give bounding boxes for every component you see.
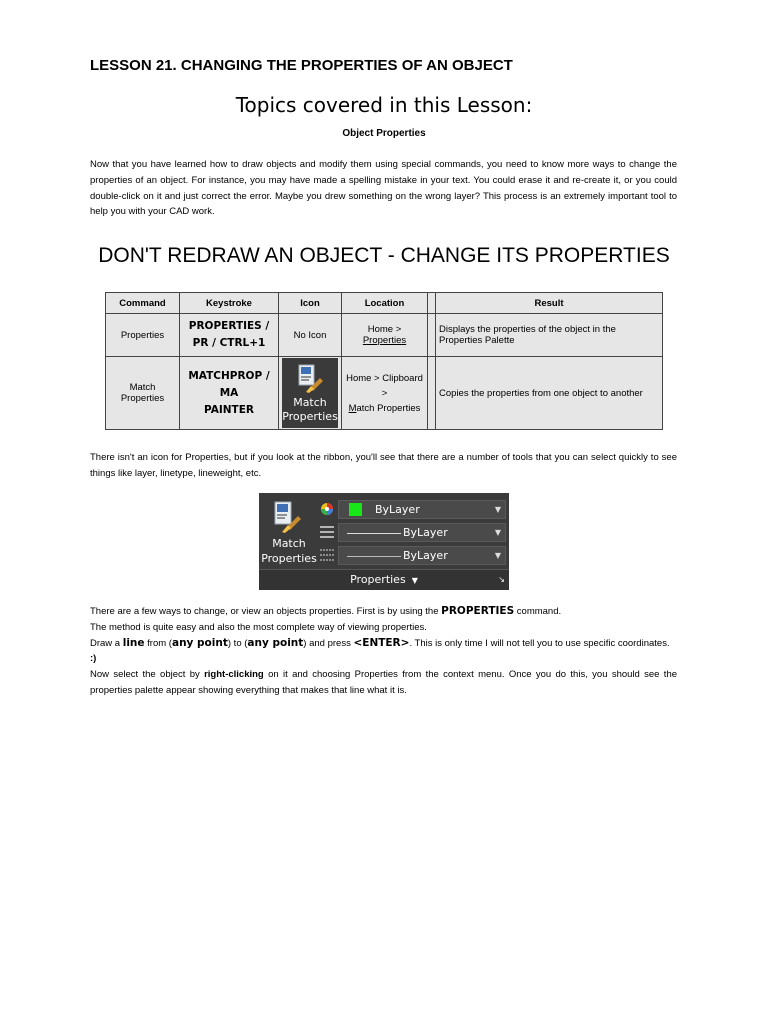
match-properties-icon: [273, 501, 303, 533]
table-header-row: [106, 293, 663, 314]
match-properties-icon: [282, 358, 338, 428]
header-keystroke: Keystroke: [180, 293, 279, 314]
text-run: command.: [514, 606, 562, 617]
panel-title: Properties: [350, 573, 406, 586]
location-prefix: Home >: [367, 324, 402, 335]
cell-keystroke: [180, 357, 279, 430]
line-sample: [347, 533, 401, 534]
command-name: PROPERTIES: [441, 605, 515, 617]
instruction-line: [90, 636, 677, 652]
location-line: Home > Clipboard: [346, 372, 423, 384]
text-run: from (: [144, 637, 172, 649]
keystroke-line: PROPERTIES /: [188, 320, 270, 332]
match-label-line: Properties: [261, 552, 317, 565]
point-label: any point: [171, 636, 228, 649]
icon-label-line: Match: [293, 396, 327, 409]
cell-command: [106, 357, 180, 430]
header-location: Location: [342, 293, 428, 314]
cell-command: Properties: [106, 314, 180, 357]
cell-keystroke: [180, 314, 279, 357]
text-run: Draw a: [90, 637, 123, 649]
enter-key-label: <ENTER>: [353, 636, 410, 649]
table-row: [106, 314, 663, 357]
location-underlined-letter: M: [348, 402, 357, 414]
topics-heading: Topics covered in this Lesson:: [235, 93, 533, 117]
table-row: [106, 357, 663, 430]
instruction-line: :): [90, 653, 97, 665]
dialog-launcher-icon[interactable]: ↘: [498, 575, 505, 584]
properties-ribbon-panel: [259, 493, 509, 589]
linetype-dropdown[interactable]: [338, 523, 506, 542]
commands-table: [105, 292, 663, 430]
location-link: Properties: [362, 335, 407, 346]
header-result: Result: [436, 293, 663, 314]
keystroke-line: MA: [219, 386, 239, 399]
match-label-line: Match: [272, 537, 306, 550]
line-sample: [347, 556, 401, 557]
lineweight-icon: [320, 548, 334, 562]
icon-label-line: Properties: [282, 410, 338, 423]
location-line: [345, 401, 424, 416]
lesson-title: LESSON 21. CHANGING THE PROPERTIES OF AN OBJECT: [90, 57, 513, 74]
linetype-value: ByLayer: [403, 526, 448, 539]
intro-paragraph: Now that you have learned how to draw objects and modify them using special commands, you need to know more ways to change the properties of an object. For instance, you may have made a spelling mistake in your text. You could erase it and re-create it, or you could double-click on it and just correct the error. Maybe you drew something on the wrong layer? This process is an extremely important tool to help you with your CAD work.: [90, 159, 677, 218]
command-name: line: [122, 636, 145, 649]
lineweight-value: ByLayer: [403, 549, 448, 562]
match-properties-label: [259, 536, 319, 566]
text-run: . This is only time I will not tell you to use specific coordinates.: [409, 637, 670, 649]
cell-location: [342, 314, 428, 357]
keystroke-line: PR / CTRL+1: [192, 337, 266, 349]
cell-spacer: [428, 357, 436, 430]
header-icon: Icon: [279, 293, 342, 314]
panel-footer[interactable]: [259, 569, 509, 590]
instruction-line: [90, 667, 677, 699]
instruction-line: [90, 604, 677, 620]
topics-item: Object Properties: [342, 128, 426, 139]
paint-brush-icon: [298, 364, 324, 394]
text-run: ) to (: [227, 637, 248, 649]
location-line: >: [381, 387, 388, 399]
cell-icon: No Icon: [279, 314, 342, 357]
text-run: There are a few ways to change, or view an objects properties. First is by using the: [90, 606, 442, 617]
section-heading: DON'T REDRAW AN OBJECT - CHANGE ITS PROPERTIES: [98, 244, 670, 267]
cell-location: [342, 357, 428, 430]
instruction-line: The method is quite easy and also the most complete way of viewing properties.: [90, 621, 427, 633]
header-command: Command: [106, 293, 180, 314]
emphasis: right-clicking: [204, 669, 264, 681]
color-value: ByLayer: [375, 503, 420, 516]
text-run: ) and press: [303, 637, 354, 649]
chevron-down-icon: ▼: [409, 576, 418, 585]
command-line: Match: [129, 382, 156, 393]
chevron-down-icon: ▼: [494, 551, 501, 560]
cell-spacer: [428, 314, 436, 357]
color-dropdown[interactable]: [338, 500, 506, 519]
location-text: atch Properties: [356, 402, 421, 414]
cell-result: Copies the properties from one object to another: [436, 357, 663, 430]
icon-label: [282, 396, 338, 424]
chevron-down-icon: ▼: [494, 505, 501, 514]
cell-icon: [279, 357, 342, 430]
lineweight-dropdown[interactable]: [338, 546, 506, 565]
keystroke-line: MATCHPROP /: [188, 369, 270, 382]
keystroke-line: PAINTER: [204, 403, 254, 416]
color-swatch: [349, 503, 362, 516]
linetype-icon: [320, 525, 334, 539]
command-line: Properties: [120, 393, 165, 404]
cell-result: Displays the properties of the object in the Properties Palette: [436, 314, 663, 357]
instructions-paragraph: [90, 604, 677, 699]
ribbon-intro-paragraph: There isn't an icon for Properties, but if you look at the ribbon, you'll see that there are a number of tools that you can select quickly to see things like layer, linetype, lineweight, etc.: [90, 452, 677, 479]
color-wheel-icon: [320, 502, 334, 516]
header-spacer: [428, 293, 436, 314]
point-label: any point: [247, 636, 304, 649]
text-run: Now select the object by: [90, 669, 205, 681]
chevron-down-icon: ▼: [494, 528, 501, 537]
text-run: on it and choosing Properties from the context menu. Once you do this, you should see the properties palette appear showing everything that makes that line what it is.: [90, 669, 678, 696]
